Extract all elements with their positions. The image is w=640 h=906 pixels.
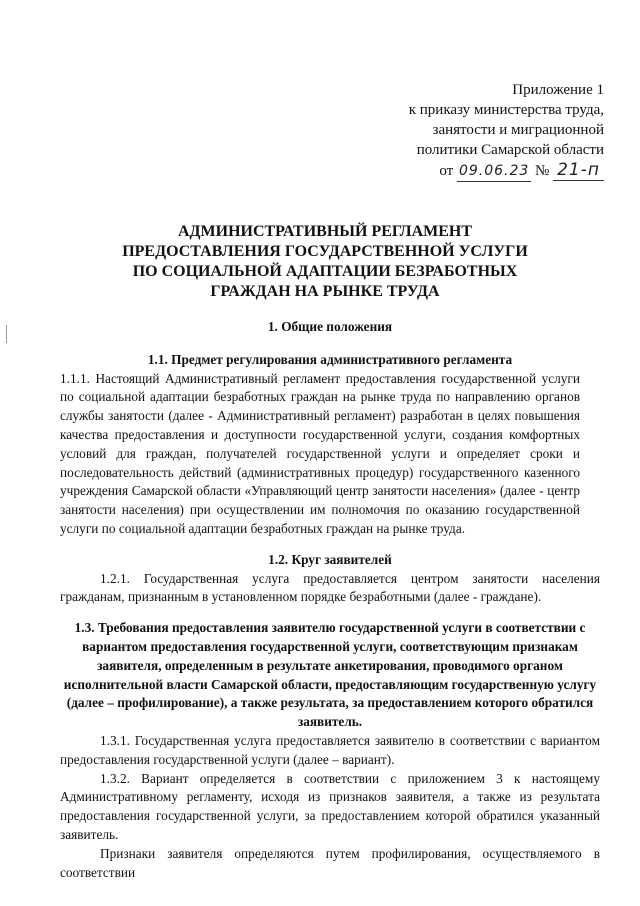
- document-title: [60, 222, 590, 302]
- handwritten-number: 21-п: [553, 160, 604, 181]
- scan-edge-mark: [6, 325, 7, 343]
- annex-date-number: [364, 160, 604, 182]
- annex-line: к приказу министерства труда,: [408, 102, 604, 118]
- section-heading: 1. Общие положения: [267, 319, 393, 334]
- title-line: АДМИНИСТРАТИВНЫЙ РЕГЛАМЕНТ: [177, 223, 473, 240]
- handwritten-date: 09.06.23: [457, 161, 531, 182]
- paragraph: [0, 370, 580, 539]
- title-line: ПО СОЦИАЛЬНОЙ АДАПТАЦИИ БЕЗРАБОТНЫХ: [132, 263, 518, 280]
- title-line: ГРАЖДАН НА РЫНКЕ ТРУДА: [210, 283, 440, 300]
- annex-line: политики Самарской области: [416, 142, 604, 158]
- title-line: ПРЕДОСТАВЛЕНИЯ ГОСУДАРСТВЕННОЙ УСЛУГИ: [122, 243, 528, 260]
- subsection-heading: 1.1. Предмет регулирования административного регламента: [147, 351, 513, 367]
- paragraph: Признаки заявителя определяются путем профилирования, осуществляемого в соответствии: [60, 845, 600, 880]
- date-prefix: от: [439, 163, 454, 179]
- number-prefix: №: [535, 163, 550, 179]
- subsection-heading: 1.3. Требования предоставления заявителю государственной услуги в соответствии с вариантом предоставления государственной услуги, соответствующим признакам заявителя, определенным в результате анкетирования, проводимого органом исполнительной власти Самарской области, предоставляющим государственную услугу (далее – профилирование), а также результата, за предоставлением которого обратился заявитель.: [63, 620, 597, 730]
- document-body: [60, 318, 600, 882]
- paragraph: 1.3.1. Государственная услуга предоставляется заявителю в соответствии с вариантом предоставления государственной услуги (далее – вариант).: [60, 732, 600, 767]
- paragraph: 1.2.1. Государственная услуга предоставляется центром занятости населения гражданам, признанным в установленном порядке безработными (далее - граждане).: [60, 570, 600, 605]
- annex-block: [364, 80, 604, 182]
- annex-title: Приложение 1: [512, 82, 604, 98]
- annex-line: занятости и миграционной: [432, 122, 604, 138]
- subsection-heading: 1.2. Круг заявителей: [268, 551, 392, 567]
- paragraph-text: 1.1.1. Настоящий Административный регламент предоставления государственной услуги по социальной адаптации безработных граждан на рынке труда по направлению органов службы занятости (далее - Административный регламент) разработан в целях повышения качества предоставления и доступности государственной услуги, создания комфортных условий для граждан, получателей государственной услуги и определяет сроки и последовательность действий (административных процедур) государственного казенного учреждения Самарской области «Управляющий центр занятости населения» (далее - центр занятости населения) при осуществлении им полномочия по оказанию государственной услуги по социальной адаптации безработных граждан на рынке труда.: [60, 370, 580, 536]
- paragraph: 1.3.2. Вариант определяется в соответствии с приложением 3 к настоящему Административному регламенту, исходя из признаков заявителя, а также из результата предоставления государственной услуги, за предоставлением которой обратился указанный заявитель.: [60, 770, 600, 842]
